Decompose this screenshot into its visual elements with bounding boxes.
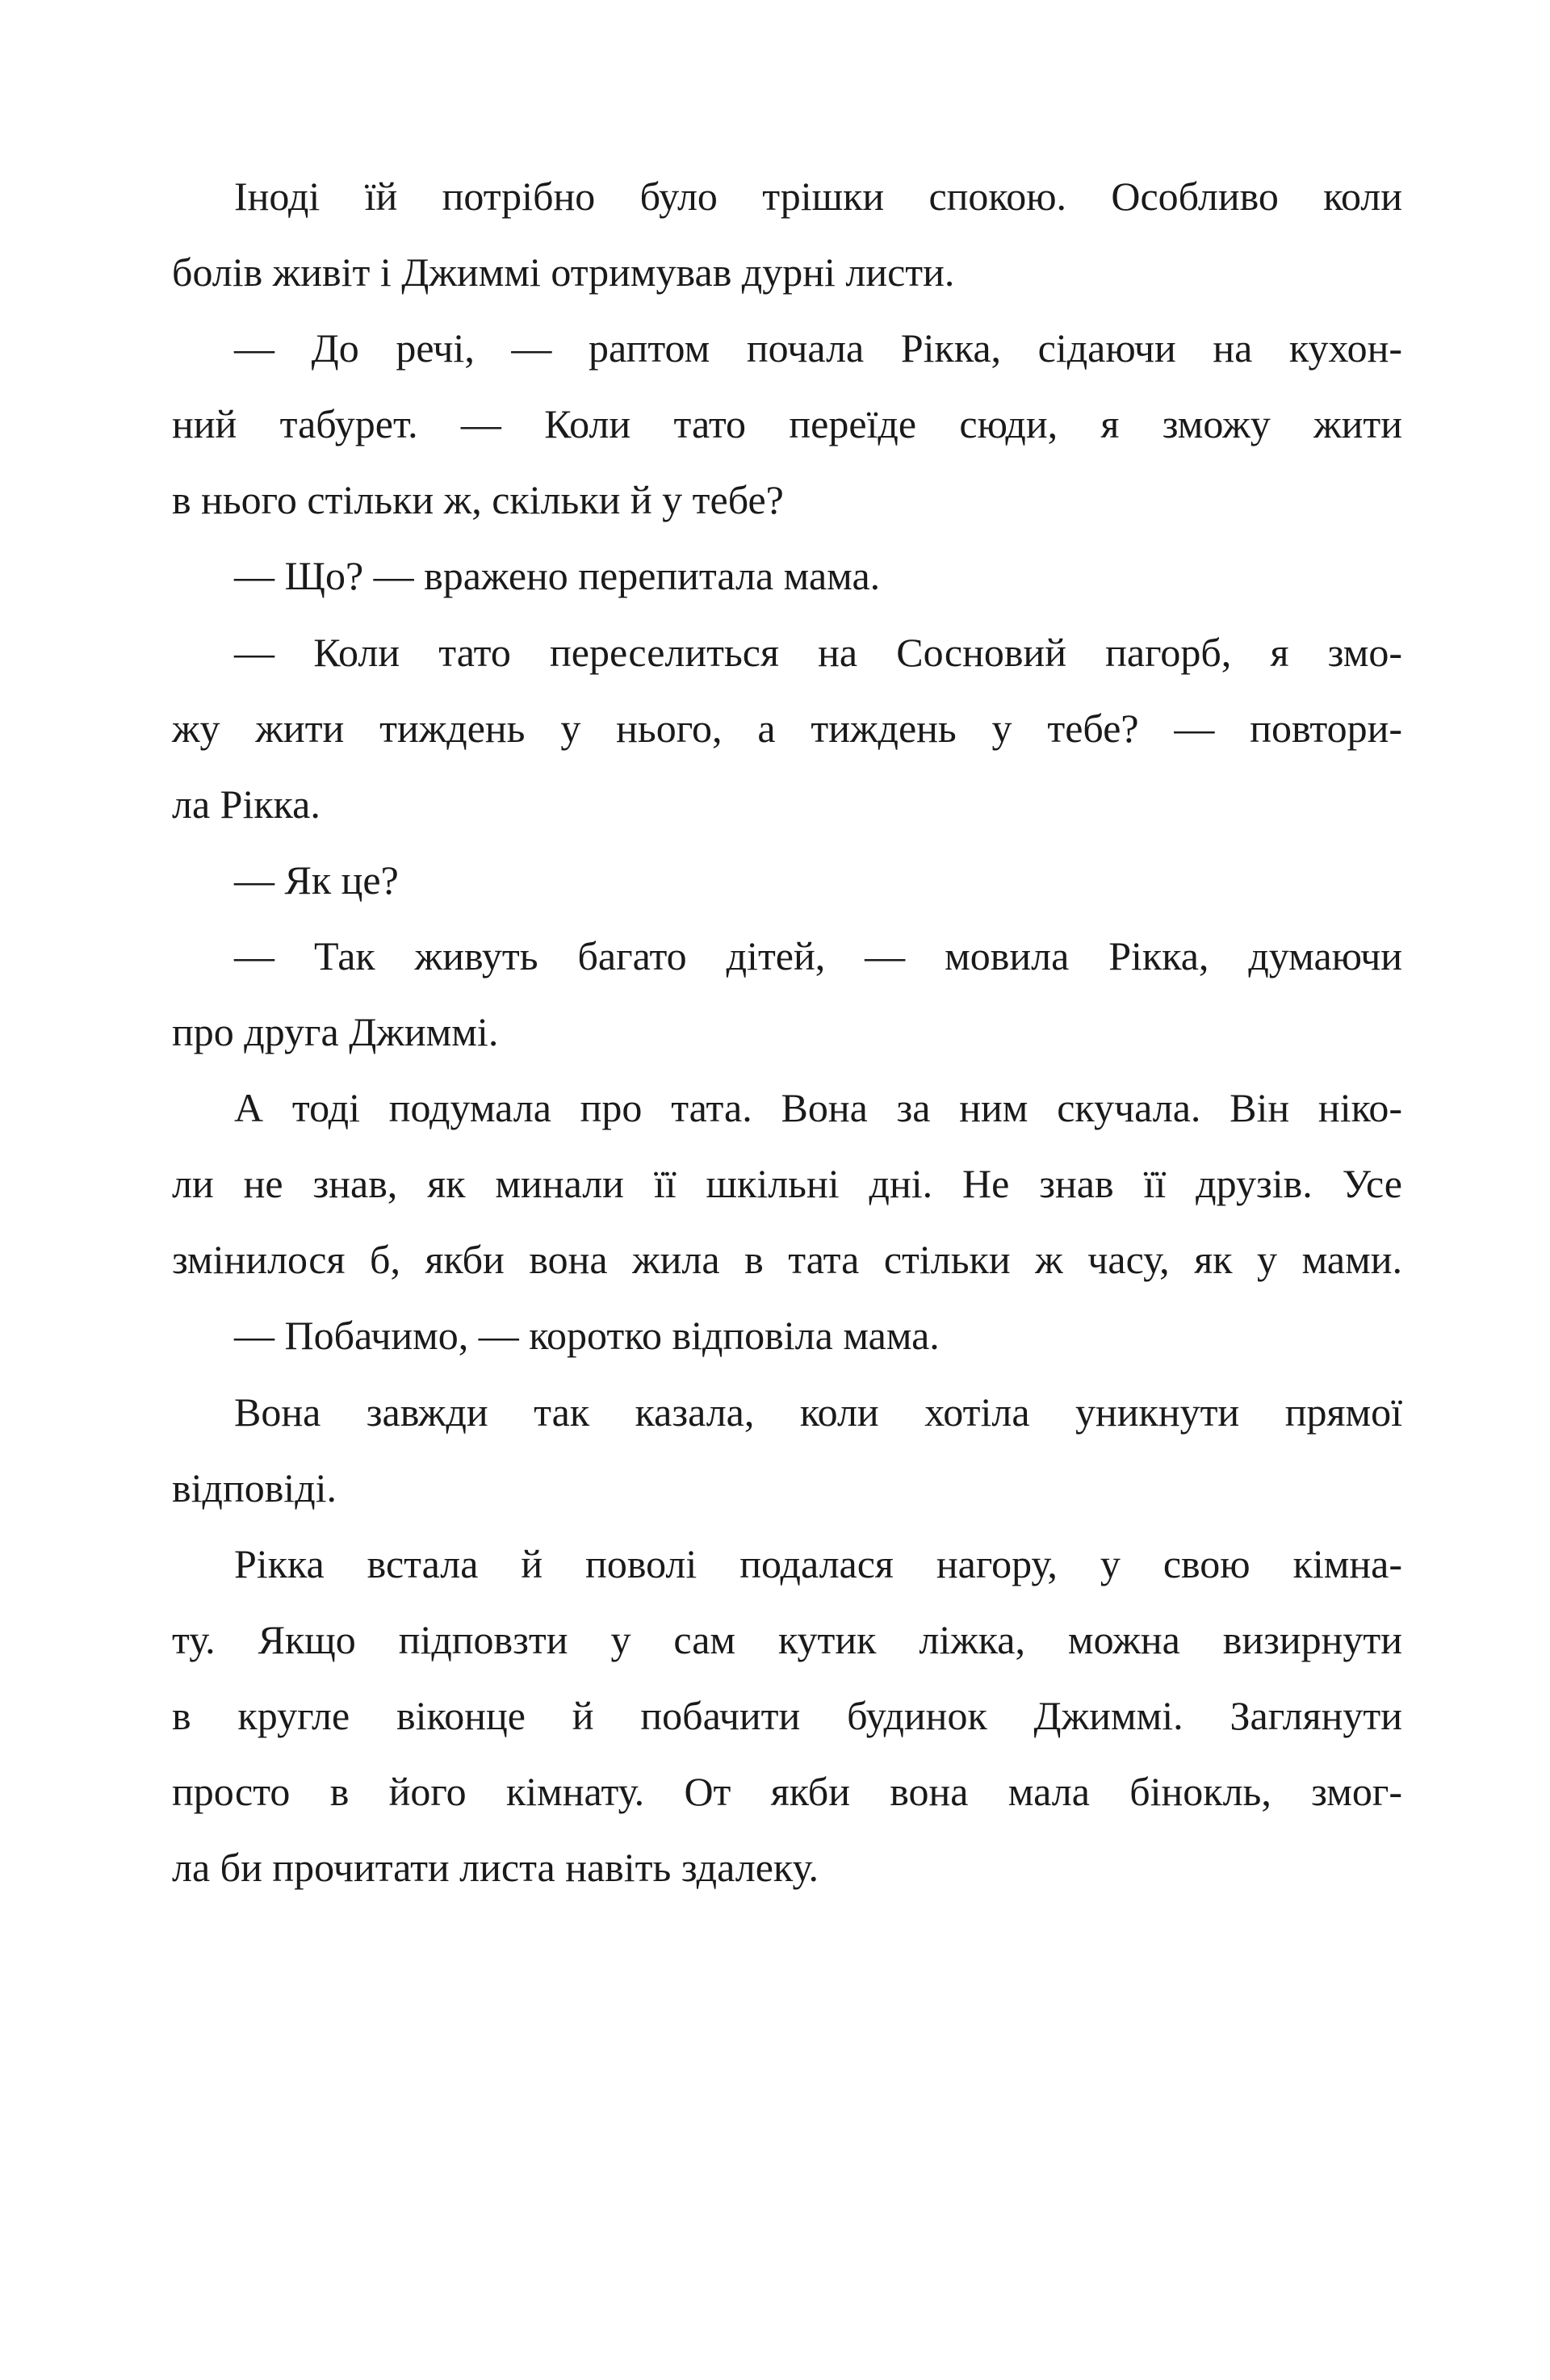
text-line: болів живіт і Джиммі отримував дурні листи. (172, 249, 955, 295)
text-line: Вона завжди так казала, коли хотіла уникнути прямої (234, 1389, 1402, 1435)
paragraph-1-line-2 (172, 234, 1402, 310)
paragraph-7-line-1 (172, 1070, 1402, 1146)
paragraph-4-line-1 (172, 614, 1402, 690)
text-line: Рікка встала й поволі подалася нагору, у свою кімна- (234, 1540, 1402, 1586)
text-line: ний табурет. — Коли тато переїде сюди, я зможу жити (172, 401, 1402, 447)
paragraph-5-line-1 (172, 842, 1402, 918)
text-line: — Коли тато переселиться на Сосновий пагорб, я змо- (234, 629, 1402, 675)
text-line: — Як це? (234, 857, 399, 903)
text-line: просто в його кімнату. От якби вона мала бінокль, змог- (172, 1768, 1402, 1814)
paragraph-2-line-1 (172, 310, 1402, 386)
paragraph-10-line-3 (172, 1678, 1402, 1754)
paragraph-2-line-3 (172, 462, 1402, 538)
paragraph-6-line-2 (172, 994, 1402, 1070)
text-line: в нього стільки ж, скільки й у тебе? (172, 477, 784, 523)
paragraph-9-line-2 (172, 1450, 1402, 1526)
text-line: Іноді їй потрібно було трішки спокою. Особливо коли (234, 174, 1402, 219)
paragraph-10-line-4 (172, 1754, 1402, 1829)
paragraph-6-line-1 (172, 918, 1402, 994)
paragraph-8-line-1 (172, 1297, 1402, 1373)
text-line: відповіді. (172, 1464, 337, 1511)
text-line: жу жити тиждень у нього, а тиждень у тебе? — повтори- (172, 705, 1402, 751)
paragraph-10-line-2 (172, 1602, 1402, 1678)
text-line: А тоді подумала про тата. Вона за ним скучала. Він ніко- (234, 1085, 1402, 1131)
paragraph-9-line-1 (172, 1374, 1402, 1450)
text-line: змінилося б, якби вона жила в тата стільки ж часу, як у мами. (172, 1237, 1402, 1283)
text-line: — Що? — вражено перепитала мама. (234, 553, 881, 599)
paragraph-2-line-2 (172, 386, 1402, 462)
text-line: — Так живуть багато дітей, — мовила Рікка, думаючи (234, 932, 1402, 978)
paragraph-4-line-2 (172, 690, 1402, 766)
text-line: в кругле віконце й побачити будинок Джиммі. Заглянути (172, 1692, 1402, 1738)
text-line: ла Рікка. (172, 781, 320, 827)
paragraph-7-line-3 (172, 1221, 1402, 1297)
paragraph-10-line-1 (172, 1526, 1402, 1602)
paragraph-1-line-1 (172, 158, 1402, 234)
paragraph-3-line-1 (172, 538, 1402, 614)
paragraph-4-line-3 (172, 766, 1402, 842)
text-line: — До речі, — раптом почала Рікка, сідаючи на кухон- (234, 325, 1402, 371)
paragraph-10-line-5 (172, 1829, 1402, 1905)
text-line: ли не знав, як минали її шкільні дні. Не знав її друзів. Усе (172, 1161, 1402, 1207)
text-line: ту. Якщо підповзти у сам кутик ліжка, можна визирнути (172, 1616, 1402, 1662)
text-line: — Побачимо, — коротко відповіла мама. (234, 1313, 940, 1359)
paragraph-7-line-2 (172, 1146, 1402, 1221)
text-line: про друга Джиммі. (172, 1009, 499, 1055)
body-text (172, 158, 1402, 1905)
text-line: ла би прочитати листа навіть здалеку. (172, 1845, 819, 1891)
